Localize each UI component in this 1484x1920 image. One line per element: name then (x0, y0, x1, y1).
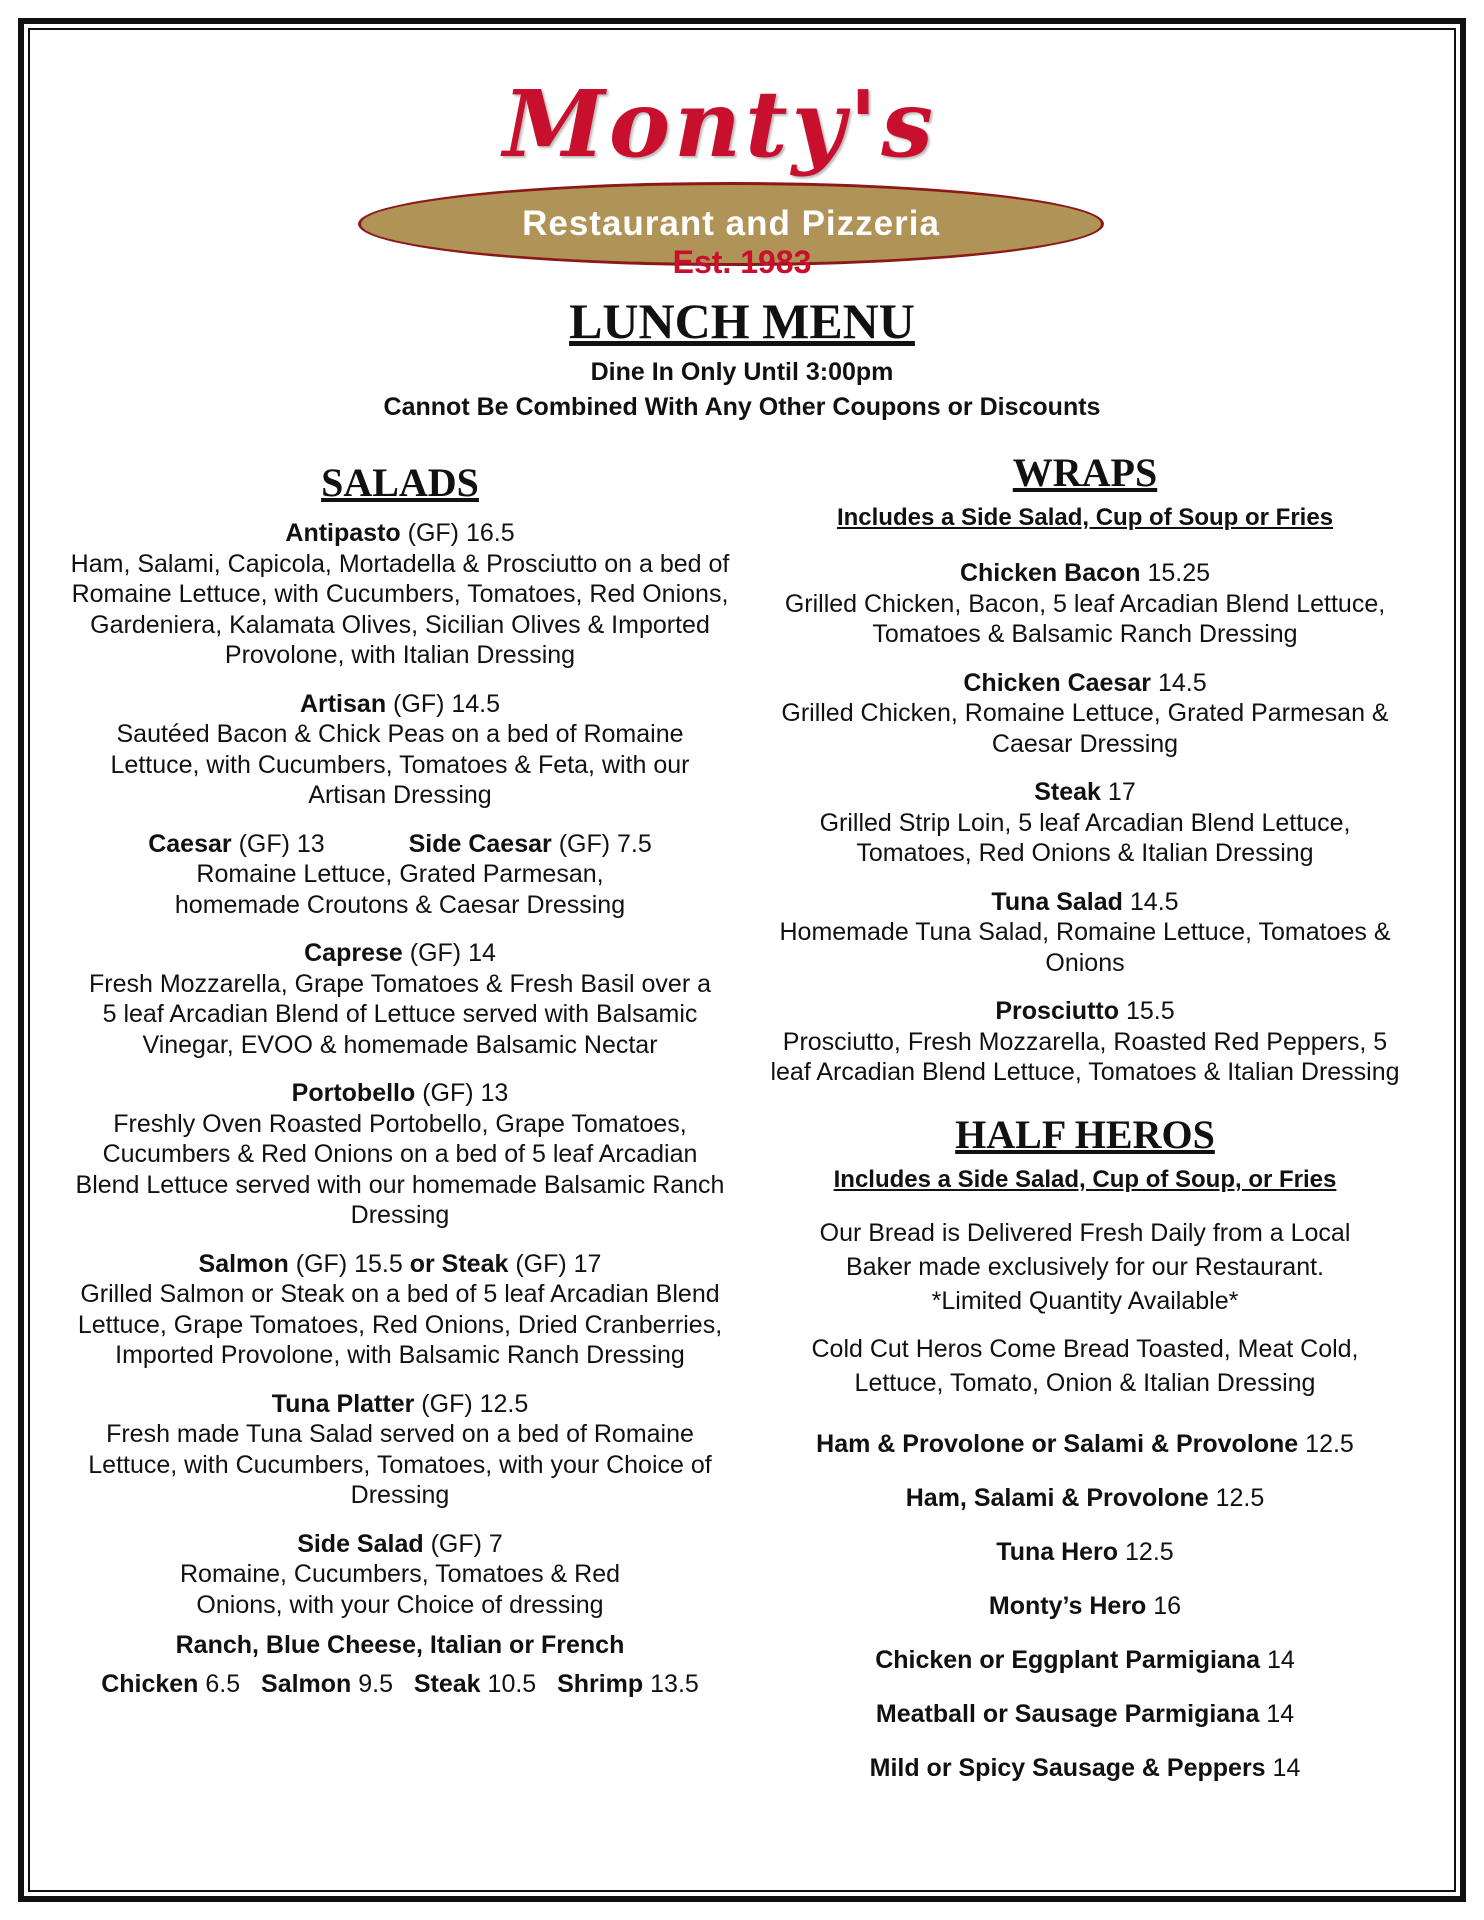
item-name: Ham & Provolone or Salami & Provolone (816, 1429, 1299, 1458)
addon-name: Salmon (261, 1669, 352, 1698)
menu-item (70, 1249, 730, 1371)
hero-item (760, 1592, 1410, 1620)
item-description: Ham, Salami, Capicola, Mortadella & Prosciutto on a bed of Romaine Lettuce, with Cucumbers, Tomatoes, Red Onions, Gardeniera, Kalamata Olives, Sicilian Olives & Imported Provolone, with Italian Dressing (70, 549, 730, 669)
item-price: 17 (1107, 778, 1136, 806)
item-price: 14.5 (1129, 887, 1179, 916)
bread-note: Our Bread is Delivered Fresh Daily from a Local Baker made exclusively for our Restaurant. (819, 1218, 1351, 1281)
item-name: Caesar (148, 829, 232, 858)
logo-script-name: Monty's (502, 70, 937, 178)
menu-item (70, 1389, 730, 1511)
item-name: Meatball or Sausage Parmigiana (875, 1699, 1260, 1728)
menu-item (70, 938, 730, 1060)
item-description: Freshly Oven Roasted Portobello, Grape Tomatoes, Cucumbers & Red Onions on a bed of 5 leaf Arcadian Blend Lettuce served with our homemade Balsamic Ranch Dressing (75, 1109, 725, 1229)
hero-item (760, 1484, 1410, 1512)
item-price: (GF) 7 (430, 1529, 503, 1558)
addon-name: Chicken (101, 1669, 199, 1698)
item-price: (GF) 17 (515, 1249, 602, 1278)
addon-name: Shrimp (557, 1669, 644, 1698)
item-name: Salmon (198, 1249, 289, 1278)
item-price: (GF) 13 (422, 1079, 509, 1107)
item-name: Caprese (304, 939, 403, 967)
menu-title: LUNCH MENU (569, 293, 915, 349)
item-name: Mild or Spicy Sausage & Peppers (869, 1753, 1266, 1782)
wraps-note: Includes a Side Salad, Cup of Soup or Fries (836, 504, 1334, 531)
menu-item (70, 1529, 730, 1621)
item-name: Monty’s Hero (988, 1591, 1147, 1620)
addon-price: 13.5 (650, 1669, 699, 1698)
half-heros-title: HALF HEROS (955, 1111, 1215, 1157)
item-price: (GF) 13 (238, 829, 325, 858)
item-name: Chicken Caesar (963, 668, 1151, 697)
item-description: Fresh Mozzarella, Grape Tomatoes & Fresh Basil over a 5 leaf Arcadian Blend of Lettuce served with Balsamic Vinegar, EVOO & homemade Balsamic Nectar (88, 969, 711, 1059)
item-description: Grilled Strip Loin, 5 leaf Arcadian Blend Lettuce, Tomatoes, Red Onions & Italian Dressing (819, 808, 1351, 867)
coupon-note: Cannot Be Combined With Any Other Coupons or Discounts (383, 393, 1101, 421)
item-name: Ham, Salami & Provolone (905, 1483, 1209, 1512)
item-price: 14.5 (1157, 668, 1207, 697)
item-name: Antipasto (285, 519, 401, 547)
item-description: Grilled Chicken, Romaine Lettuce, Grated Parmesan & Caesar Dressing (781, 699, 1389, 758)
hero-item (760, 1430, 1410, 1458)
item-name: Steak (441, 1249, 509, 1278)
addon-name: Steak (413, 1669, 481, 1698)
salad-addons (70, 1669, 730, 1700)
item-price: 12.5 (1305, 1429, 1354, 1458)
menu-item (760, 558, 1410, 650)
menu-item (70, 518, 730, 671)
item-price: (GF) 14.5 (393, 689, 501, 718)
salads-section (70, 460, 730, 1699)
addon-price: 10.5 (487, 1669, 537, 1698)
item-name: Steak (1034, 778, 1101, 806)
item-price: (GF) 14 (409, 939, 496, 967)
item-price: 12.5 (1125, 1537, 1174, 1566)
half-heros-note: Includes a Side Salad, Cup of Soup, or Fries (833, 1165, 1337, 1193)
item-description: Romaine, Cucumbers, Tomatoes & Red Onions, with your Choice of dressing (179, 1560, 620, 1619)
hero-item (760, 1754, 1410, 1782)
item-description: Prosciutto, Fresh Mozzarella, Roasted Red Peppers, 5 leaf Arcadian Blend Lettuce, Tomatoes & Italian Dressing (770, 1027, 1400, 1086)
item-description: Fresh made Tuna Salad served on a bed of Romaine Lettuce, with Cucumbers, Tomatoes, with your Choice of Dressing (88, 1420, 712, 1509)
item-price: (GF) 12.5 (421, 1389, 529, 1418)
item-name: Chicken Bacon (959, 559, 1141, 587)
limited-note: *Limited Quantity Available* (931, 1286, 1239, 1315)
item-joiner: or (409, 1249, 435, 1278)
menu-item (760, 668, 1410, 760)
item-name: Side Salad (297, 1529, 424, 1558)
item-description: Sautéed Bacon & Chick Peas on a bed of Romaine Lettuce, with Cucumbers, Tomatoes & Feta, with our Artisan Dressing (110, 720, 690, 809)
item-description: Homemade Tuna Salad, Romaine Lettuce, Tomatoes & Onions (779, 918, 1391, 977)
item-price: 16 (1153, 1591, 1182, 1620)
item-price: 14 (1266, 1645, 1295, 1674)
addon-price: 6.5 (205, 1669, 241, 1698)
menu-item (70, 1078, 730, 1231)
item-name: Side Caesar (408, 829, 552, 858)
hero-item (760, 1646, 1410, 1674)
menu-item (760, 996, 1410, 1088)
item-price: (GF) 15.5 (295, 1249, 403, 1278)
menu-item (70, 829, 730, 921)
dressing-options: Ranch, Blue Cheese, Italian or French (175, 1631, 625, 1659)
item-price: 12.5 (1215, 1483, 1265, 1512)
item-price: (GF) 16.5 (407, 519, 515, 547)
item-name: Tuna Hero (996, 1537, 1119, 1566)
item-description: Romaine Lettuce, Grated Parmesan, homemade Croutons & Caesar Dressing (174, 860, 626, 919)
item-price: 14 (1266, 1699, 1295, 1728)
logo-subtitle: Restaurant and Pizzeria (522, 204, 940, 243)
item-name: Tuna Platter (271, 1389, 415, 1418)
salads-title: SALADS (321, 460, 479, 505)
wraps-title: WRAPS (1012, 450, 1158, 495)
item-name: Portobello (291, 1079, 416, 1107)
menu-item (760, 777, 1410, 869)
item-name: Tuna Salad (991, 887, 1123, 916)
item-description: Grilled Chicken, Bacon, 5 leaf Arcadian Blend Lettuce, Tomatoes & Balsamic Ranch Dressing (784, 589, 1386, 648)
item-price: 15.5 (1125, 997, 1175, 1025)
item-name: Artisan (299, 689, 387, 718)
cold-cut-note: Cold Cut Heros Come Bread Toasted, Meat Cold, Lettuce, Tomato, Onion & Italian Dressing (811, 1334, 1359, 1397)
menu-item (70, 689, 730, 811)
item-name: Chicken or Eggplant Parmigiana (875, 1645, 1261, 1674)
addon-price: 9.5 (358, 1669, 394, 1698)
item-description: Grilled Salmon or Steak on a bed of 5 leaf Arcadian Blend Lettuce, Grape Tomatoes, Red Onions, Dried Cranberries, Imported Provolone, with Balsamic Ranch Dressing (77, 1280, 723, 1369)
established-year: Est. 1983 (672, 244, 812, 280)
hero-item (760, 1538, 1410, 1566)
item-price: 14 (1272, 1753, 1301, 1782)
menu-item (760, 887, 1410, 979)
hero-item (760, 1700, 1410, 1728)
wraps-section (760, 450, 1410, 1782)
dine-in-note: Dine In Only Until 3:00pm (590, 358, 894, 386)
item-name: Prosciutto (995, 997, 1119, 1025)
item-price: (GF) 7.5 (558, 829, 652, 858)
item-price: 15.25 (1147, 559, 1211, 587)
